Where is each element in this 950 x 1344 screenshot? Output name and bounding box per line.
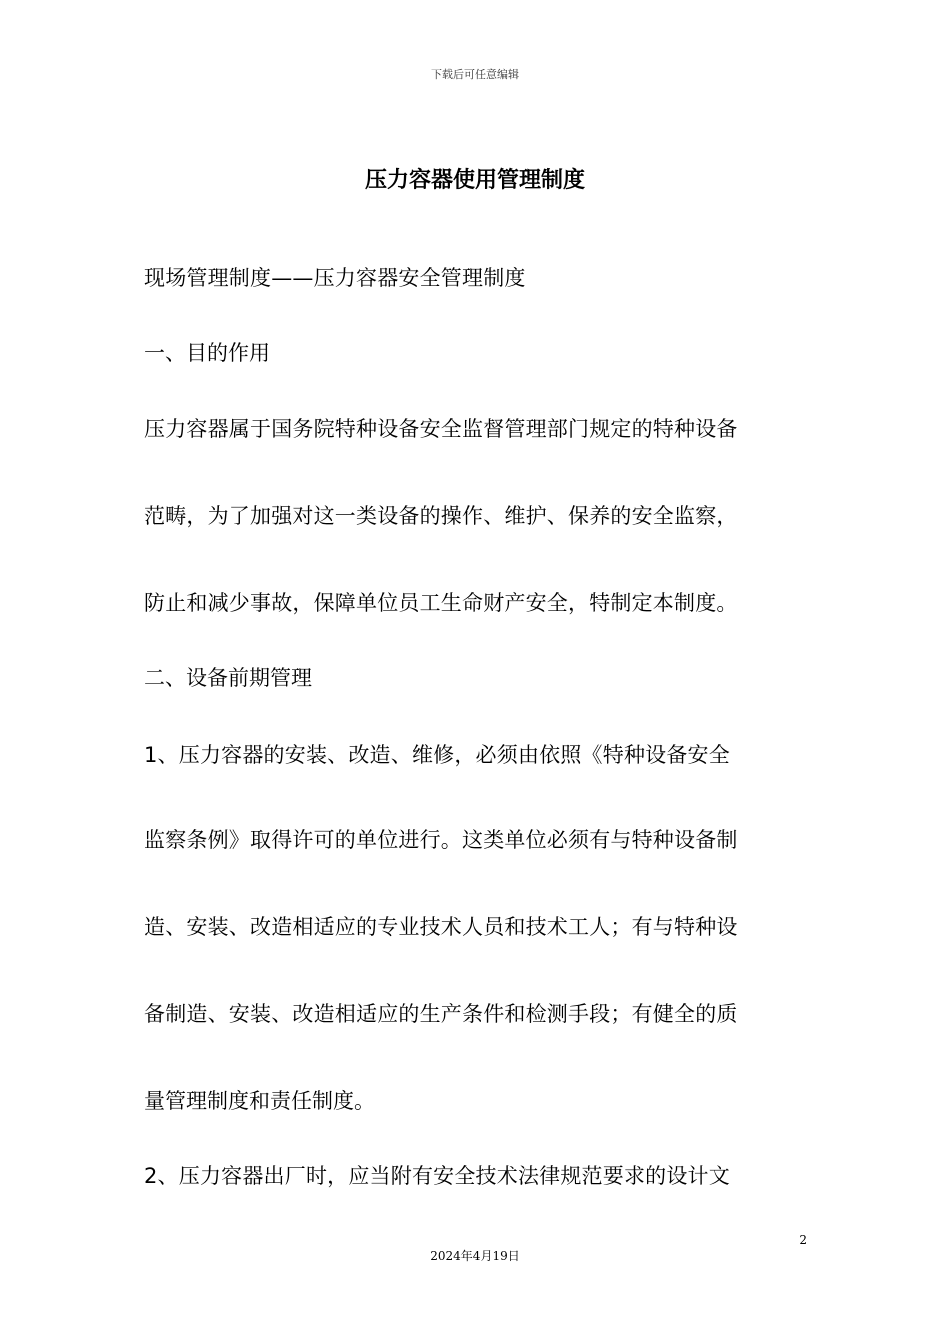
subtitle-line: 现场管理制度——压力容器安全管理制度 [144, 266, 526, 290]
body-line: 监察条例》取得许可的单位进行。这类单位必须有与特种设备制 [144, 828, 738, 852]
page-number: 2 [799, 1233, 807, 1247]
section-heading-1: 一、目的作用 [144, 341, 270, 365]
footer-date: 2024年4月19日 [430, 1249, 520, 1263]
section-heading-2: 二、设备前期管理 [144, 666, 312, 690]
body-line: 范畴，为了加强对这一类设备的操作、维护、保养的安全监察， [144, 504, 738, 528]
document-title: 压力容器使用管理制度 [364, 168, 585, 193]
body-line: 压力容器属于国务院特种设备安全监督管理部门规定的特种设备 [144, 417, 738, 441]
body-line: 防止和减少事故，保障单位员工生命财产安全，特制定本制度。 [144, 591, 738, 615]
body-line: 2、压力容器出厂时，应当附有安全技术法律规范要求的设计文 [144, 1164, 730, 1188]
body-line: 量管理制度和责任制度。 [144, 1089, 375, 1113]
body-line: 1、压力容器的安装、改造、维修，必须由依照《特种设备安全 [144, 743, 730, 767]
page-header: 下载后可任意编辑 [431, 68, 519, 81]
body-line: 造、安装、改造相适应的专业技术人员和技术工人；有与特种设 [144, 915, 738, 939]
body-line: 备制造、安装、改造相适应的生产条件和检测手段；有健全的质 [144, 1002, 738, 1026]
